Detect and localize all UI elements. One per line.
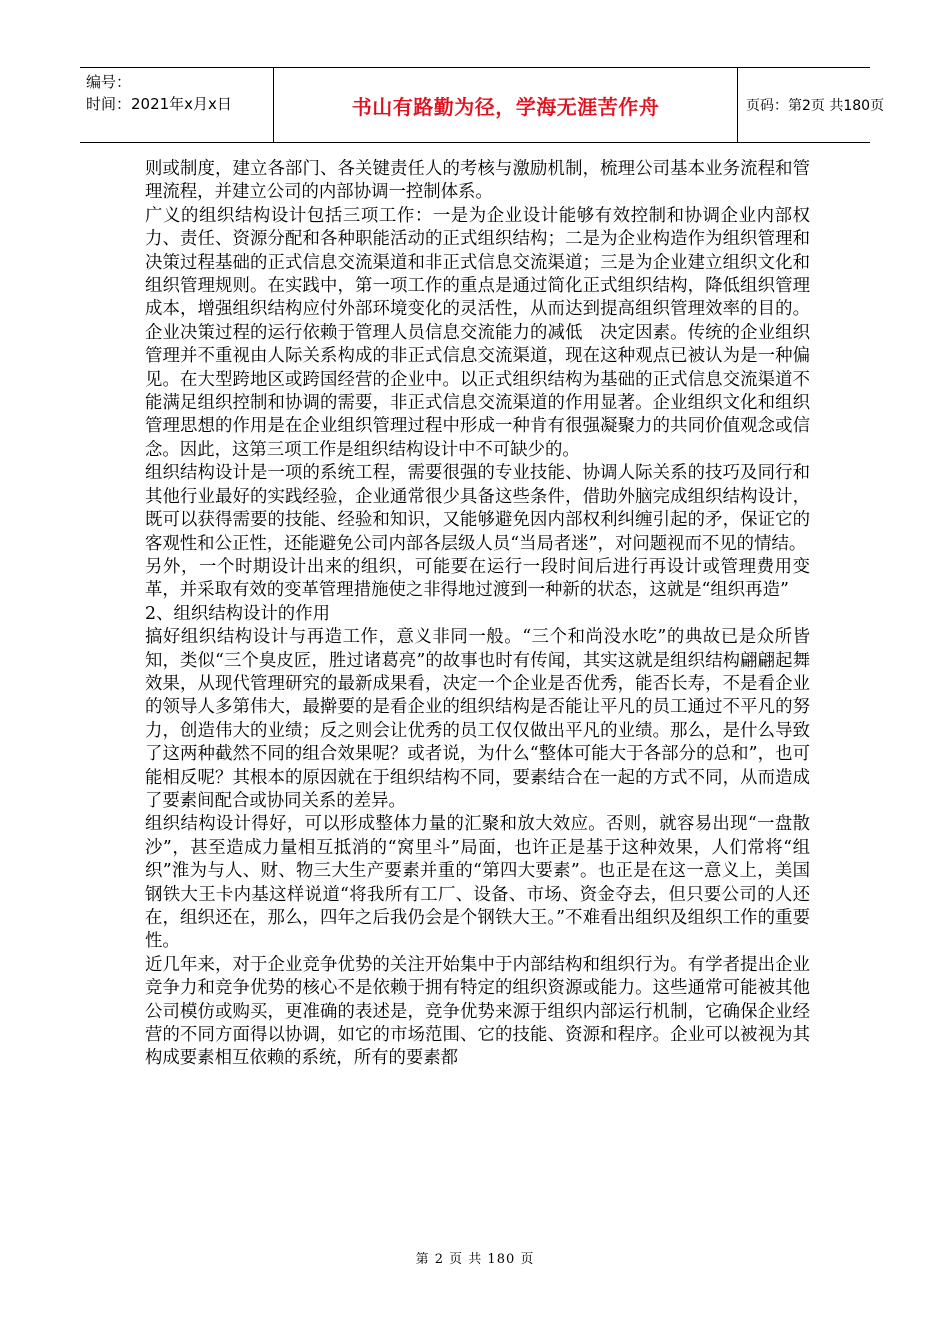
body-paragraph: 搞好组织结构设计与再造工作，意义非同一般。“三个和尚没水吃”的典故已是众所皆知，类似“三个臭皮匠，胜过诸葛亮”的故事也时有传闻，其实这就是组织结构翩翩起舞 效果，从现代管理研究的最新成果看，决定一个企业是否优秀，能否长寿，不是看企业的领导人多第伟大，最擀要的是看企业的组织结构是否能让平凡的员工通过不平凡的努力，创造伟大的业绩；反之则会让优秀的员工仅仅做出平凡的业绩。那么，是什么导致了这两种截然不同的组合效果呢？或者说，为什么“整体可能大于各部分的总和”，也可能相反呢？其根本的原因就在于组织结构不同，要素结合在一起的方式不同，从而造成了要素间配合或协同关系的差异。 — [145, 627, 828, 811]
document-date-label: 时间：2021年x月x日 — [86, 95, 232, 113]
body-paragraph: 组织结构设计得好，可以形成整体力量的汇聚和放大效应。否则，就容易出现“一盘散沙”，甚至造成力量相互抵消的“窝里斗”局面，也许正是基于这种效果，人们常将“组织”淮为与人、财、物三大生产要素并重的“第四大要素”。也正是在这一意义上，美国钢铁大王卡内基这样说道“将我所有工厂、设备、市场、资金夺去，但只要公司的人还在，组织还在，那么，四年之后我仍会是个钢铁大王。”不难看出组织及组织工作的重要性。 — [145, 814, 810, 952]
body-paragraph: 另外，一个时期设计出来的组织，可能要在运行一段时间后进行再设计或管理费用变革，并采取有效的变革管理措施使之非得地过渡到一种新的状态，这就是“组织再造” — [145, 556, 810, 601]
page-header — [80, 67, 885, 143]
body-paragraph: 广义的组织结构设计包括三项工作：一是为企业设计能够有效控制和协调企业内部权力、责任、资源分配和各种职能活动的正式组织结构；二是为企业构造作为组织管理和决策过程基础的正式信息交流渠道和非正式信息交流渠道；三是为企业建立组织文化和组织管理规则。在实践中，第一项工作的重点是通过简化正式组织结构，降低组织管理成本，增强组织结构应付外部环境变化的灵活性，从而达到提高组织管理效率的目的。企业决策过程的运行依赖于管理人员信息交流能力的减低 决定因素。传统的企业组织管理并不重视由人际关系构成的非正式信息交流渠道，现在这种观点已被认为是一种偏见。在大型跨地区或跨国经营的企业中。以正式组织结构为基础的正式信息交流渠道不能满足组织控制和协调的需要，非正式信息交流渠道的作用显著。企业组织文化和组织管理思想的作用是在企业组织管理过程中形成一种肯有很强凝聚力的共同价值观念或信念。因此，这第三项工作是组织结构设计中不可缺少的。 — [145, 205, 810, 460]
body-paragraph: 则或制度，建立各部门、各关键责任人的考核与激励机制，梳理公司基本业务流程和管理流程，并建立公司的内部协调一控制体系。 — [145, 159, 810, 203]
document-body — [145, 158, 828, 1071]
section-heading: 2、组织结构设计的作用 — [145, 603, 330, 624]
header-motto-cell — [273, 68, 738, 142]
header-page-info: 页码：第2页 共180页 — [746, 98, 885, 114]
body-paragraph: 近几年来，对于企业竞争优势的关注开始集中于内部结构和组织行为。有学者提出企业竞争力和竞争优势的核心不是依赖于拥有特定的组织资源或能力。这些通常可能被其他公司模仿或购买，更准确的表述是，竞争优势来源于组织内部运行机制，它确保企业经营的不同方面得以协调，如它的市场范围、它的技能、资源和程序。企业可以被视为其构成要素相互依赖的系统，所有的要素都 — [145, 954, 810, 1069]
header-motto: 书山有路勤为径，学海无涯苦作舟 — [351, 94, 660, 119]
header-meta — [80, 68, 273, 142]
body-paragraph: 组织结构设计是一项的系统工程，需要很强的专业技能、协调人际关系的技巧及同行和其他行业最好的实践经验，企业通常很少具备这些条件，借助外脑完成组织结构设计，既可以获得需要的技能、经验和知识，又能够避免因内部权利纠缠引起的矛，保证它的客观性和公正性，还能避免公司内部各层级人员“当局者迷”，对问题视而不见的情结。 — [145, 463, 810, 554]
page-footer: 第 2 页 共 180 页 — [415, 1252, 535, 1267]
document-number-label: 编号： — [86, 73, 132, 91]
